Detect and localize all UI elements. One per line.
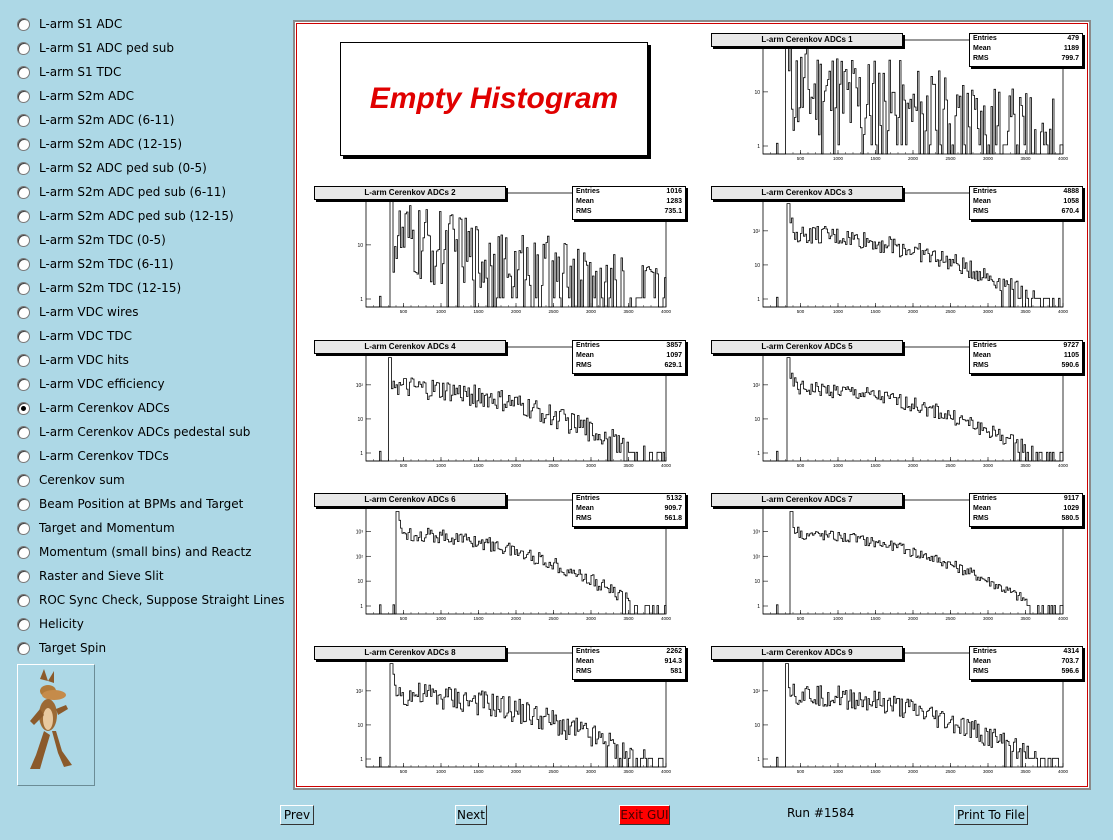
stats-label: Mean — [576, 505, 594, 512]
radio-icon[interactable] — [17, 474, 30, 487]
menu-item[interactable] — [17, 614, 84, 634]
exit-gui-button[interactable]: Exit GUI — [619, 805, 670, 825]
histogram-panel — [304, 179, 690, 313]
x-tick-label: 4000 — [1057, 309, 1069, 314]
x-tick-label: 1000 — [832, 616, 844, 621]
x-tick-label: 3000 — [982, 156, 994, 161]
histogram-title: L-arm Cerenkov ADCs 7 — [711, 493, 903, 507]
stats-value: 561.8 — [664, 515, 682, 522]
x-tick-label: 2500 — [548, 769, 559, 774]
stats-row-rms — [970, 54, 1082, 64]
histogram-title: L-arm Cerenkov ADCs 2 — [314, 186, 506, 200]
menu-item-label: L-arm S2m ADC (6-11) — [39, 113, 175, 127]
y-tick-label: 10³ — [355, 529, 363, 536]
radio-icon[interactable] — [17, 18, 30, 31]
x-tick-label: 500 — [399, 463, 408, 468]
stats-row-rms — [970, 207, 1082, 217]
radio-icon[interactable] — [17, 210, 30, 223]
x-tick-label: 1500 — [473, 463, 484, 468]
stats-value: 1105 — [1063, 352, 1079, 359]
y-tick-label: 10 — [754, 579, 760, 586]
y-tick-label: 10² — [355, 554, 363, 561]
stats-row-rms — [573, 667, 685, 677]
stats-label: Entries — [973, 648, 997, 655]
stats-label: Entries — [576, 495, 600, 502]
stats-row-entries — [573, 494, 685, 504]
menu-item-label: L-arm S1 TDC — [39, 65, 122, 79]
x-tick-label: 4000 — [1057, 769, 1069, 774]
stats-label: RMS — [576, 362, 592, 369]
menu-item[interactable] — [17, 518, 175, 538]
stats-label: Mean — [973, 658, 991, 665]
y-tick-label: 1 — [757, 451, 760, 457]
menu-item[interactable] — [17, 542, 251, 562]
x-tick-label: 3000 — [585, 769, 597, 774]
radio-icon[interactable] — [17, 138, 30, 151]
menu-item-label: Helicity — [39, 617, 84, 631]
x-tick-label: 1500 — [473, 769, 484, 774]
stats-box — [969, 340, 1083, 374]
stats-row-mean — [970, 657, 1082, 667]
y-tick-label: 10 — [754, 722, 760, 729]
menu-item[interactable] — [17, 398, 170, 418]
menu-item-label: L-arm Cerenkov ADCs — [39, 401, 170, 415]
menu-item-label: L-arm S1 ADC ped sub — [39, 41, 174, 55]
stats-value: 4888 — [1063, 188, 1079, 195]
stats-value: 670.4 — [1061, 208, 1079, 215]
x-tick-label: 2500 — [945, 309, 956, 314]
x-tick-label: 4000 — [660, 309, 672, 314]
stats-row-entries — [573, 187, 685, 197]
stats-value: 1029 — [1063, 505, 1079, 512]
menu-item-label: L-arm S2m ADC ped sub (6-11) — [39, 185, 227, 199]
x-tick-label: 3500 — [623, 309, 634, 314]
stats-box — [572, 646, 686, 680]
menu-item[interactable] — [17, 566, 164, 586]
radio-icon[interactable] — [17, 450, 30, 463]
x-tick-label: 4000 — [1057, 616, 1069, 621]
y-tick-label: 1 — [757, 604, 760, 610]
x-tick-label: 2500 — [548, 616, 559, 621]
y-tick-label: 10 — [357, 579, 363, 586]
x-tick-label: 2500 — [548, 309, 559, 314]
menu-item-label: L-arm S1 ADC — [39, 17, 123, 31]
coyote-logo — [17, 664, 95, 786]
print-to-file-button[interactable]: Print To File — [954, 805, 1028, 825]
histogram-panel — [304, 333, 690, 467]
histogram-panel — [701, 639, 1087, 773]
stats-row-mean — [573, 657, 685, 667]
y-tick-label: 10² — [752, 688, 760, 695]
stats-value: 479 — [1067, 35, 1079, 42]
x-tick-label: 2000 — [907, 463, 919, 468]
stats-row-entries — [573, 647, 685, 657]
x-tick-label: 1000 — [435, 616, 447, 621]
x-tick-label: 2000 — [907, 156, 919, 161]
menu-item-label: L-arm S2m ADC — [39, 89, 134, 103]
menu-item-label: Momentum (small bins) and Reactz — [39, 545, 252, 559]
stats-label: Mean — [973, 352, 991, 359]
radio-icon[interactable] — [17, 594, 30, 607]
menu-item[interactable] — [17, 134, 182, 154]
stats-value: 799.7 — [1061, 55, 1079, 62]
y-tick-label: 10 — [357, 242, 363, 249]
next-button[interactable]: Next — [455, 805, 487, 825]
stats-value: 1058 — [1063, 198, 1079, 205]
stats-row-rms — [573, 361, 685, 371]
stats-label: RMS — [576, 208, 592, 215]
stats-value: 1283 — [666, 198, 682, 205]
menu-item[interactable] — [17, 470, 125, 490]
radio-icon[interactable] — [17, 258, 30, 271]
menu-item-label: L-arm Cerenkov ADCs pedestal sub — [39, 425, 251, 439]
x-tick-label: 1000 — [832, 156, 844, 161]
stats-value: 1189 — [1063, 45, 1079, 52]
radio-icon[interactable] — [17, 330, 30, 343]
stats-value: 596.6 — [1061, 668, 1079, 675]
menu-item[interactable] — [17, 62, 121, 82]
stats-row-rms — [970, 667, 1082, 677]
x-tick-label: 3000 — [585, 463, 597, 468]
stats-box — [969, 493, 1083, 527]
run-number: Run #1584 — [787, 806, 855, 820]
histogram-title: L-arm Cerenkov ADCs 9 — [711, 646, 903, 660]
stats-label: RMS — [973, 515, 989, 522]
menu-item-label: Target and Momentum — [39, 521, 175, 535]
empty-histogram-box — [340, 42, 648, 156]
stats-label: Mean — [576, 198, 594, 205]
stats-label: Entries — [973, 35, 997, 42]
stats-row-entries — [970, 187, 1082, 197]
stats-value: 914.3 — [664, 658, 682, 665]
y-tick-label: 10 — [754, 262, 760, 269]
x-tick-label: 1500 — [870, 156, 881, 161]
stats-label: RMS — [973, 362, 989, 369]
stats-row-mean — [573, 504, 685, 514]
x-tick-label: 2000 — [510, 309, 522, 314]
stats-row-rms — [573, 207, 685, 217]
x-tick-label: 4000 — [1057, 156, 1069, 161]
y-tick-label: 1 — [757, 757, 760, 763]
stats-row-entries — [970, 647, 1082, 657]
menu-item-label: L-arm S2m ADC ped sub (12-15) — [39, 209, 234, 223]
y-tick-label: 10² — [355, 382, 363, 389]
x-tick-label: 1000 — [435, 309, 447, 314]
stats-label: RMS — [576, 515, 592, 522]
menu-item-label: Target Spin — [39, 641, 107, 655]
y-tick-label: 10² — [752, 382, 760, 389]
stats-row-entries — [970, 494, 1082, 504]
stats-row-mean — [970, 44, 1082, 54]
x-tick-label: 3500 — [623, 616, 634, 621]
menu-item[interactable] — [17, 374, 165, 394]
stats-box — [572, 340, 686, 374]
radio-icon[interactable] — [17, 522, 30, 535]
x-tick-label: 3000 — [982, 769, 994, 774]
radio-icon[interactable] — [17, 498, 30, 511]
y-tick-label: 1 — [360, 297, 363, 303]
menu-item-label: L-arm S2 ADC ped sub (0-5) — [39, 161, 207, 175]
stats-value: 581 — [670, 668, 682, 675]
stats-value: 5132 — [666, 495, 682, 502]
menu-item[interactable] — [17, 302, 138, 322]
radio-icon[interactable] — [17, 378, 30, 391]
y-tick-label: 1 — [757, 144, 760, 150]
stats-label: Mean — [576, 658, 594, 665]
menu-item[interactable] — [17, 590, 284, 610]
stats-label: Mean — [973, 45, 991, 52]
x-tick-label: 3500 — [1020, 463, 1031, 468]
menu-item-label: L-arm VDC efficiency — [39, 377, 165, 391]
stats-row-rms — [970, 514, 1082, 524]
radio-icon[interactable] — [17, 90, 30, 103]
stats-row-rms — [970, 361, 1082, 371]
x-tick-label: 2500 — [945, 463, 956, 468]
stats-box — [969, 186, 1083, 220]
stats-value: 2262 — [666, 648, 682, 655]
menu-item[interactable] — [17, 110, 174, 130]
histogram-panel — [304, 486, 690, 620]
stats-row-entries — [970, 341, 1082, 351]
stats-row-mean — [970, 351, 1082, 361]
radio-icon[interactable] — [17, 114, 30, 127]
y-tick-label: 10² — [752, 554, 760, 561]
x-tick-label: 500 — [796, 309, 805, 314]
x-tick-label: 3000 — [585, 309, 597, 314]
x-tick-label: 1500 — [870, 463, 881, 468]
menu-item[interactable] — [17, 230, 166, 250]
stats-value: 629.1 — [664, 362, 682, 369]
x-tick-label: 3500 — [1020, 769, 1031, 774]
x-tick-label: 4000 — [660, 616, 672, 621]
radio-icon[interactable] — [17, 306, 30, 319]
histogram-canvas — [293, 20, 1091, 790]
x-tick-label: 2000 — [907, 769, 919, 774]
menu-item-label: Beam Position at BPMs and Target — [39, 497, 244, 511]
x-tick-label: 2000 — [907, 616, 919, 621]
stats-label: Mean — [973, 505, 991, 512]
histogram-panel — [701, 26, 1087, 160]
x-tick-label: 500 — [796, 156, 805, 161]
x-tick-label: 2500 — [945, 156, 956, 161]
radio-icon[interactable] — [17, 354, 30, 367]
stats-label: Mean — [973, 198, 991, 205]
x-tick-label: 1000 — [435, 769, 447, 774]
y-tick-label: 1 — [757, 297, 760, 303]
stats-box — [572, 493, 686, 527]
x-tick-label: 500 — [796, 463, 805, 468]
radio-checked-icon[interactable] — [17, 402, 30, 415]
empty-histogram-label: Empty Histogram — [369, 82, 619, 115]
stats-label: Entries — [973, 342, 997, 349]
menu-item[interactable] — [17, 326, 132, 346]
stats-label: RMS — [576, 668, 592, 675]
stats-label: RMS — [973, 208, 989, 215]
y-tick-label: 1 — [360, 604, 363, 610]
x-tick-label: 3500 — [623, 463, 634, 468]
x-tick-label: 1000 — [832, 769, 844, 774]
stats-label: Entries — [576, 648, 600, 655]
stats-label: RMS — [973, 55, 989, 62]
x-tick-label: 500 — [796, 769, 805, 774]
histogram-title: L-arm Cerenkov ADCs 1 — [711, 33, 903, 47]
histogram-title: L-arm Cerenkov ADCs 3 — [711, 186, 903, 200]
menu-item[interactable] — [17, 14, 122, 34]
x-tick-label: 1500 — [870, 309, 881, 314]
stats-row-mean — [573, 351, 685, 361]
x-tick-label: 4000 — [660, 463, 672, 468]
x-tick-label: 2000 — [907, 309, 919, 314]
histogram-title: L-arm Cerenkov ADCs 5 — [711, 340, 903, 354]
histogram-title: L-arm Cerenkov ADCs 6 — [314, 493, 506, 507]
stats-value: 735.1 — [664, 208, 682, 215]
stats-value: 9727 — [1063, 342, 1079, 349]
x-tick-label: 4000 — [660, 769, 672, 774]
x-tick-label: 500 — [399, 769, 408, 774]
radio-icon[interactable] — [17, 282, 30, 295]
stats-value: 909.7 — [664, 505, 682, 512]
x-tick-label: 500 — [399, 616, 408, 621]
x-tick-label: 3000 — [982, 309, 994, 314]
stats-value: 590.6 — [1061, 362, 1079, 369]
x-tick-label: 4000 — [1057, 463, 1069, 468]
stats-value: 580.5 — [1061, 515, 1079, 522]
stats-value: 1097 — [666, 352, 682, 359]
menu-item[interactable] — [17, 206, 234, 226]
radio-icon[interactable] — [17, 66, 30, 79]
radio-icon[interactable] — [17, 570, 30, 583]
histogram-panel — [701, 179, 1087, 313]
x-tick-label: 3500 — [623, 769, 634, 774]
histogram-title: L-arm Cerenkov ADCs 4 — [314, 340, 506, 354]
radio-icon[interactable] — [17, 618, 30, 631]
x-tick-label: 2500 — [945, 769, 956, 774]
x-tick-label: 2500 — [548, 463, 559, 468]
x-tick-label: 3000 — [982, 463, 994, 468]
prev-button[interactable]: Prev — [280, 805, 314, 825]
menu-item-label: L-arm S2m TDC (0-5) — [39, 233, 166, 247]
menu-item[interactable] — [17, 638, 106, 658]
stats-label: Mean — [576, 352, 594, 359]
stats-value: 9117 — [1063, 495, 1079, 502]
menu-item[interactable] — [17, 278, 181, 298]
x-tick-label: 3500 — [1020, 156, 1031, 161]
histogram-panel — [304, 639, 690, 773]
x-tick-label: 3000 — [982, 616, 994, 621]
y-tick-label: 10 — [357, 416, 363, 423]
stats-label: Entries — [576, 188, 600, 195]
menu-item-label: Cerenkov sum — [39, 473, 125, 487]
x-tick-label: 1500 — [870, 769, 881, 774]
x-tick-label: 3500 — [1020, 309, 1031, 314]
x-tick-label: 1000 — [832, 463, 844, 468]
menu-item-label: L-arm VDC wires — [39, 305, 139, 319]
menu-item[interactable] — [17, 182, 226, 202]
stats-label: Entries — [973, 495, 997, 502]
stats-value: 1016 — [666, 188, 682, 195]
x-tick-label: 1500 — [473, 616, 484, 621]
histogram-panel — [701, 333, 1087, 467]
x-tick-label: 500 — [796, 616, 805, 621]
stats-row-mean — [970, 504, 1082, 514]
y-tick-label: 10³ — [752, 529, 760, 536]
x-tick-label: 1500 — [473, 309, 484, 314]
menu-item-label: L-arm S2m ADC (12-15) — [39, 137, 183, 151]
x-tick-label: 2000 — [510, 463, 522, 468]
y-tick-label: 1 — [360, 451, 363, 457]
stats-value: 3857 — [666, 342, 682, 349]
x-tick-label: 1500 — [870, 616, 881, 621]
stats-row-entries — [970, 34, 1082, 44]
y-tick-label: 10 — [754, 89, 760, 96]
coyote-icon — [18, 665, 94, 785]
y-tick-label: 10² — [355, 688, 363, 695]
radio-icon[interactable] — [17, 42, 30, 55]
x-tick-label: 2500 — [945, 616, 956, 621]
x-tick-label: 3000 — [585, 616, 597, 621]
histogram-panel — [701, 486, 1087, 620]
y-tick-label: 10² — [752, 228, 760, 235]
y-tick-label: 10 — [357, 722, 363, 729]
stats-value: 4314 — [1063, 648, 1079, 655]
x-tick-label: 1000 — [832, 309, 844, 314]
radio-icon[interactable] — [17, 642, 30, 655]
menu-item[interactable] — [17, 254, 174, 274]
menu-item[interactable] — [17, 38, 174, 58]
menu-item-label: L-arm S2m TDC (6-11) — [39, 257, 174, 271]
menu-item-label: L-arm S2m TDC (12-15) — [39, 281, 182, 295]
x-tick-label: 500 — [399, 309, 408, 314]
stats-row-entries — [573, 341, 685, 351]
menu-item-label: Raster and Sieve Slit — [39, 569, 164, 583]
radio-icon[interactable] — [17, 426, 30, 439]
menu-item[interactable] — [17, 446, 169, 466]
stats-label: Entries — [576, 342, 600, 349]
radio-icon[interactable] — [17, 186, 30, 199]
stats-row-mean — [970, 197, 1082, 207]
menu-item-label: L-arm Cerenkov TDCs — [39, 449, 169, 463]
y-tick-label: 1 — [360, 757, 363, 763]
menu-item[interactable] — [17, 422, 250, 442]
stats-row-rms — [573, 514, 685, 524]
stats-row-mean — [573, 197, 685, 207]
radio-icon[interactable] — [17, 234, 30, 247]
menu-item[interactable] — [17, 350, 129, 370]
stats-value: 703.7 — [1061, 658, 1079, 665]
menu-item-label: L-arm VDC hits — [39, 353, 129, 367]
menu-item-label: L-arm VDC TDC — [39, 329, 132, 343]
radio-icon[interactable] — [17, 546, 30, 559]
stats-box — [572, 186, 686, 220]
stats-label: Entries — [973, 188, 997, 195]
menu-item[interactable] — [17, 158, 207, 178]
menu-item[interactable] — [17, 86, 134, 106]
menu-item[interactable] — [17, 494, 243, 514]
menu-item-label: ROC Sync Check, Suppose Straight Lines — [39, 593, 285, 607]
x-tick-label: 2000 — [510, 616, 522, 621]
histogram-title: L-arm Cerenkov ADCs 8 — [314, 646, 506, 660]
x-tick-label: 3500 — [1020, 616, 1031, 621]
y-tick-label: 10 — [754, 416, 760, 423]
stats-box — [969, 646, 1083, 680]
radio-icon[interactable] — [17, 162, 30, 175]
stats-label: RMS — [973, 668, 989, 675]
stats-box — [969, 33, 1083, 67]
x-tick-label: 1000 — [435, 463, 447, 468]
x-tick-label: 2000 — [510, 769, 522, 774]
